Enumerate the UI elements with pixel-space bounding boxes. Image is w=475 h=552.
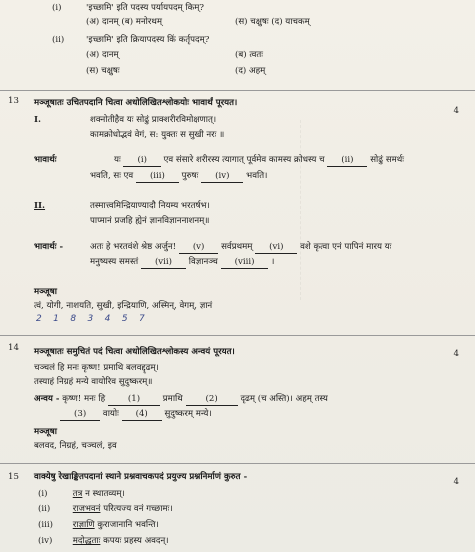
verse-line: तस्याहं निग्रहं मन्ये वायोरिव सुदुष्करम्॥ [34, 377, 153, 387]
item-text: कपयः प्रहस्य अवदन्। [103, 536, 169, 546]
bhavarth-text: सोढुं समर्थः [370, 155, 404, 165]
bhavarth-text: एव संसारे शरीरस्य त्यागात् पूर्वमेव कामस्य क्रोधस्य च [163, 155, 325, 165]
manjusha-label: मञ्जूषा [34, 287, 58, 297]
bhavarth-text: मनुष्यस्य समस्तं [90, 257, 139, 267]
blank: (viii) [221, 257, 269, 269]
handwritten-numbers: 2 1 8 3 4 5 7 [36, 314, 145, 324]
verse-line: चञ्चलं हि मनः कृष्ण! प्रमाथि बलवद्दृढम्। [34, 363, 159, 373]
bhavarth-text: । [271, 257, 275, 267]
bhavarth-text: भवति। [246, 171, 268, 181]
blank: (vii) [141, 257, 186, 269]
blank: (i) [123, 155, 160, 167]
q-i-option-a: (अ) दानम् (ब) मनोरथम् [86, 17, 163, 27]
bhavarth-text: अतः हे भरतवंशे श्रेष्ठ अर्जुन! [90, 242, 177, 252]
blank: (v) [179, 242, 219, 254]
divider [0, 463, 475, 464]
verse-line: कामक्रोधोद्भवं वेगं, स: युक्तः स सुखी नरः ॥ [90, 130, 225, 140]
question-heading: वाक्येषु रेखाङ्कितपदानां स्थाने प्रश्नवाचकपदं प्रयुज्य प्रश्ननिर्माणं कुरुत - [34, 472, 248, 482]
blank: (vi) [255, 242, 297, 254]
q-ii-label: (ii) [52, 35, 65, 45]
anvay-text: कृष्ण! मनः हि [62, 394, 106, 404]
anvay-text: प्रमाथि [162, 394, 183, 404]
question-number: 14 [8, 343, 19, 353]
bhavarth-text: भवति, सः एव [90, 171, 134, 181]
item-text: परित्यज्य वनं गच्छामः। [103, 504, 173, 514]
anvay-text: वायोः [102, 409, 119, 419]
q-i-label: (i) [52, 3, 62, 13]
blank: (3) [60, 409, 100, 421]
bhavarth-text: वशे कृत्वा एनं पापिनं मारय यः [300, 242, 392, 252]
item-label: (iii) [38, 520, 53, 530]
blank: (iv) [201, 171, 243, 183]
item-text: कुराजानानि भवन्ति। [97, 520, 159, 530]
blank: (ii) [327, 155, 367, 167]
divider [0, 90, 475, 91]
bhavarth-line [90, 257, 274, 269]
verse-line: पाप्मानं प्रजहि ह्येनं ज्ञानविज्ञाननाशनम्॥ [90, 216, 210, 226]
list-item [38, 536, 169, 547]
item-label: (iv) [38, 536, 53, 546]
part-label: I. [34, 115, 42, 125]
anvay-line [34, 394, 328, 406]
q-ii-option-a: (अ) दानम् [86, 50, 119, 60]
manjusha-words: बलवद, निग्रहं, चञ्चलं, इव [34, 441, 117, 451]
bhavarth-text: पुरुषः [181, 171, 199, 181]
blank: (1) [108, 394, 160, 406]
blank: (2) [186, 394, 238, 406]
anvay-text: दृढम् (च अस्ति)। अहम् तस्य [240, 394, 328, 404]
bhavarth-text: विज्ञानञ्च [188, 257, 218, 267]
bhavarth-line [90, 242, 391, 254]
divider [0, 335, 475, 336]
item-label: (ii) [38, 504, 51, 514]
question-heading: मञ्जूषातः समुचितं पदं चित्वा अधोलिखितश्लोकस्य अन्वयं पूरयत। [34, 347, 235, 357]
list-item [38, 489, 125, 500]
q-ii-option-d: (द) अहम् [235, 66, 266, 76]
bhavarth-line [90, 171, 267, 183]
bhavarth-text: सर्वप्रथमम् [221, 242, 253, 252]
q-i-question: 'इच्छामि' इति पदस्य पर्यायपदम् किम्? [86, 3, 204, 13]
list-item [38, 520, 159, 531]
bhavarth-label: भावार्थः - [34, 242, 64, 252]
verse-line: शक्नोतीहैव यः सोढुं प्राक्शरीरविमोक्षणात्। [90, 115, 217, 125]
question-heading: मञ्जूषातः उचितपदानि चित्वा अधोलिखितश्लोकयोः भावार्थं पूरयत। [34, 98, 238, 108]
bleed-through-text [300, 120, 451, 300]
question-marks: 4 [453, 477, 459, 487]
underlined-word: तत्र [72, 489, 83, 499]
blank: (iii) [136, 171, 179, 183]
bhavarth-line [114, 155, 404, 167]
part-label: II. [34, 201, 46, 211]
q-ii-option-c: (स) चक्षुषः [86, 66, 120, 76]
q-ii-option-b: (ब) त्वतः [235, 50, 264, 60]
item-label: (i) [38, 489, 48, 499]
underlined-word: राज्ञाणि [72, 520, 95, 530]
question-marks: 4 [453, 349, 459, 359]
q-ii-question: 'इच्छामि' इति क्रियापदस्य किं कर्तृपदम्? [86, 35, 210, 45]
question-marks: 4 [453, 106, 459, 116]
verse-line: तस्मात्त्वमिन्द्रियाण्यादौ नियम्य भरतर्षभ। [90, 201, 210, 211]
bhavarth-text: यः [114, 155, 121, 165]
underlined-word: राजभवनं [72, 504, 101, 514]
anvay-label: अन्वय - [34, 394, 60, 404]
q-i-option-c: (स) चक्षुषः (द) याचकम् [235, 17, 310, 27]
item-text: न स्थातव्यम्। [85, 489, 125, 499]
anvay-text: सुदुष्करम् मन्ये। [164, 409, 212, 419]
underlined-word: मदोद्धताः [72, 536, 101, 546]
manjusha-label: मञ्जूषा [34, 427, 58, 437]
bhavarth-label: भावार्थः [34, 155, 57, 165]
question-number: 13 [8, 96, 19, 106]
manjusha-words: त्वं, योगी, नाशयति, सुखी, इन्द्रियाणि, अस्मिन्, वेगम्, ज्ञानं [34, 301, 213, 311]
anvay-line [60, 409, 212, 421]
list-item [38, 504, 173, 515]
question-number: 15 [8, 472, 19, 482]
blank: (4) [122, 409, 162, 421]
